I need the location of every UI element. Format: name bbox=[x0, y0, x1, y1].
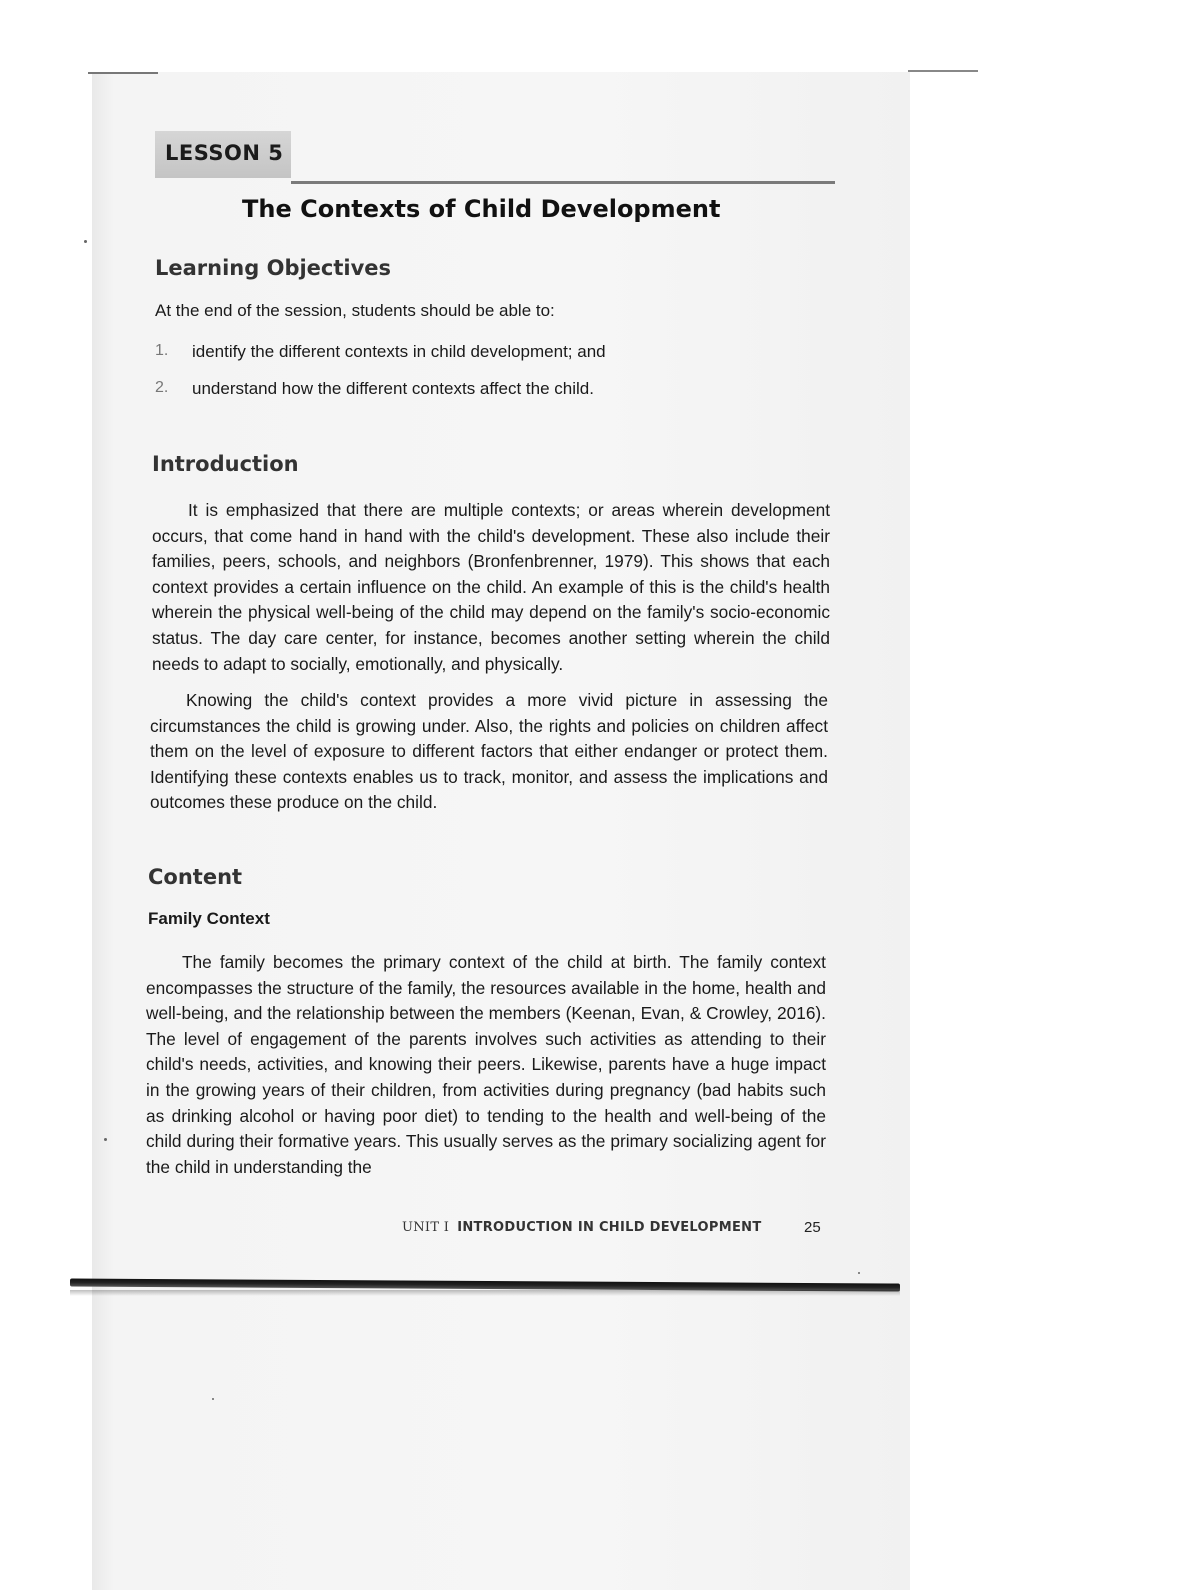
introduction-paragraph-2: Knowing the child's context provides a more vivid picture in assessing the circumstances the child is growing under. Also, the rights and policies on children affect them on the level of exposure to different factors that either endanger or protect them. Identifying these contexts enables us to track, monitor, and assess the implications and outcomes these produce on the child. bbox=[150, 690, 828, 813]
footer-unit-number: UNIT I bbox=[402, 1220, 450, 1235]
family-context-heading: Family Context bbox=[148, 909, 270, 928]
learning-objectives-heading: Learning Objectives bbox=[155, 256, 392, 280]
lesson-badge-label: LESSON 5 bbox=[165, 141, 284, 165]
scan-speck bbox=[858, 1272, 860, 1274]
introduction-paragraph-1: It is emphasized that there are multiple contexts; or areas wherein development occurs, that come hand in hand with the child's development. These also include their families, peers, schools, and neighbors (Bronfenbrenner, 1979). This shows that each context provides a certain influence on the child. An example of this is the child's health wherein the physical well-being of the child may depend on the family's socio-economic status. The day care center, for instance, becomes another setting wherein the child needs to adapt to socially, emotionally, and physically. bbox=[152, 500, 830, 674]
scan-speck bbox=[84, 240, 87, 243]
footer-unit-label bbox=[402, 1220, 762, 1235]
objective-number: 1. bbox=[155, 342, 169, 359]
introduction-heading: Introduction bbox=[152, 452, 299, 476]
book-page bbox=[92, 72, 910, 1590]
page-edge-top-right bbox=[908, 70, 978, 72]
family-context-paragraph: The family becomes the primary context of the child at birth. The family context encompasses the structure of the family, the resources available in the home, health and well-being, and the relationship between the members (Keenan, Evan, & Crowley, 2016). The level of engagement of the parents involves such activities as attending to their child's needs, activities, and knowing their peers. Likewise, parents have a huge impact in the growing years of their children, from activities during pregnancy (bad habits such as drinking alcohol or having poor diet) to tending to the health and well-being of the child during their formative years. This usually serves as the primary socializing agent for the child in understanding the bbox=[146, 952, 826, 1177]
objectives-intro: At the end of the session, students should be able to: bbox=[155, 301, 555, 320]
lesson-badge bbox=[155, 131, 291, 178]
objective-item: understand how the different contexts affect the child. bbox=[192, 379, 594, 398]
page-bottom-shadow-fade bbox=[70, 1290, 900, 1296]
page-number: 25 bbox=[804, 1219, 821, 1236]
objective-number: 2. bbox=[155, 379, 169, 396]
lesson-header-rule bbox=[291, 181, 835, 184]
scan-speck bbox=[212, 1398, 214, 1400]
lesson-title: The Contexts of Child Development bbox=[242, 195, 721, 223]
content-heading: Content bbox=[148, 865, 243, 889]
objective-item: identify the different contexts in child development; and bbox=[192, 342, 606, 361]
scan-speck bbox=[104, 1138, 107, 1141]
page-edge-top-left bbox=[88, 72, 158, 74]
footer-unit-title: INTRODUCTION IN CHILD DEVELOPMENT bbox=[457, 1220, 762, 1235]
